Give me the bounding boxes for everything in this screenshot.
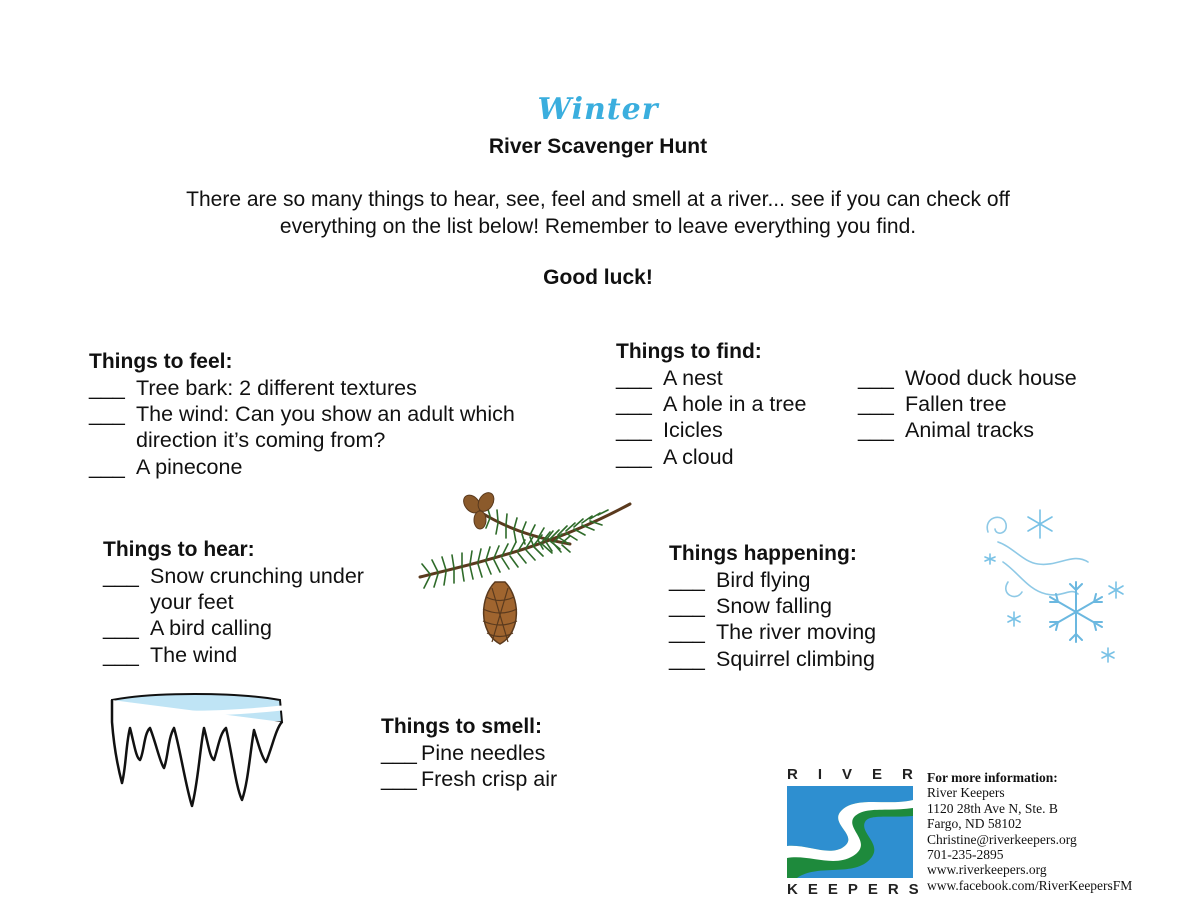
checklist-item[interactable]: ___ The river moving [669, 620, 877, 645]
checklist-item[interactable]: ___ Tree bark: 2 different textures [89, 376, 417, 400]
snowflake-large [1050, 582, 1102, 642]
checklist-hear [103, 563, 403, 668]
section-heading-find: Things to find: [616, 340, 762, 363]
contact-info [927, 770, 1192, 893]
checklist-smell [381, 740, 641, 792]
checklist-item[interactable]: ___ Animal tracks [858, 418, 1035, 443]
section-heading-smell: Things to smell: [381, 715, 543, 738]
section-heading-happening: Things happening: [669, 542, 857, 565]
checklist-item[interactable]: ___ Pine needles [381, 741, 546, 765]
checklist-item[interactable]: ___ Squirrel climbing [669, 646, 875, 671]
contact-address-line2: Fargo, ND 58102 [927, 816, 1022, 832]
checklist-item[interactable]: ___ Icicles [616, 418, 723, 443]
section-heading-feel: Things to feel: [89, 350, 233, 373]
checklist-item[interactable]: ___ Snow crunching under your feet [103, 564, 364, 615]
river-keepers-logo [787, 766, 933, 898]
section-feel [89, 349, 569, 480]
checklist-feel [89, 375, 569, 480]
contact-heading: For more information: [927, 770, 1058, 785]
section-find [616, 339, 1116, 470]
checklist-item[interactable]: ___ A nest [616, 366, 723, 390]
checklist-item[interactable]: ___ The wind: Can you show an adult which direction it’s coming from? [89, 402, 515, 453]
pinecone [483, 582, 517, 644]
page-title: River Scavenger Hunt [488, 135, 708, 158]
checklist-happening [669, 567, 959, 672]
checklist-item[interactable]: ___ A bird calling [103, 616, 272, 641]
checklist-item[interactable]: ___ Snow falling [669, 594, 832, 619]
find-columns [616, 365, 1116, 470]
section-heading-hear: Things to hear: [103, 538, 255, 561]
river-logo-icon [787, 786, 913, 878]
intro-text [0, 186, 1196, 240]
checklist-find-col1 [616, 365, 858, 470]
logo-word-keepers: KEEPERS [787, 881, 929, 898]
contact-facebook[interactable]: www.facebook.com/RiverKeepersFM [927, 877, 1133, 893]
logo-word-river: RIVER [787, 766, 933, 783]
checklist-item[interactable]: ___ Wood duck house [858, 366, 1077, 390]
contact-phone: 701-235-2895 [927, 847, 1004, 863]
section-hear [103, 537, 403, 668]
contact-website[interactable]: www.riverkeepers.org [927, 862, 1047, 878]
checklist-item[interactable]: ___ Fallen tree [858, 392, 1007, 417]
checklist-item[interactable]: ___ A pinecone [89, 454, 243, 479]
contact-email[interactable]: Christine@riverkeepers.org [927, 831, 1077, 847]
section-happening [669, 541, 959, 672]
logo-top-word [787, 766, 933, 783]
intro-line-1: There are so many things to hear, see, feel and smell at a river... see if you can check off [186, 188, 1010, 211]
contact-org: River Keepers [927, 785, 1005, 801]
checklist-item[interactable]: ___ A cloud [616, 444, 734, 469]
intro-line-2: everything on the list below! Remember to leave everything you find. [279, 215, 917, 238]
section-smell [381, 714, 641, 792]
season-title: Winter [537, 92, 659, 127]
checklist-item[interactable]: ___ Bird flying [669, 568, 811, 592]
checklist-item[interactable]: ___ The wind [103, 642, 238, 667]
icicles-icon [104, 688, 290, 816]
snowflake-swirl-icon [978, 502, 1128, 672]
checklist-item[interactable]: ___ A hole in a tree [616, 392, 807, 417]
checklist-item[interactable]: ___ Fresh crisp air [381, 767, 558, 792]
good-luck-text: Good luck! [543, 266, 653, 289]
contact-address-line1: 1120 28th Ave N, Ste. B [927, 800, 1058, 816]
checklist-find-col2 [858, 365, 1077, 470]
logo-bottom-word [787, 881, 929, 898]
pine-branch-icon [410, 492, 635, 652]
